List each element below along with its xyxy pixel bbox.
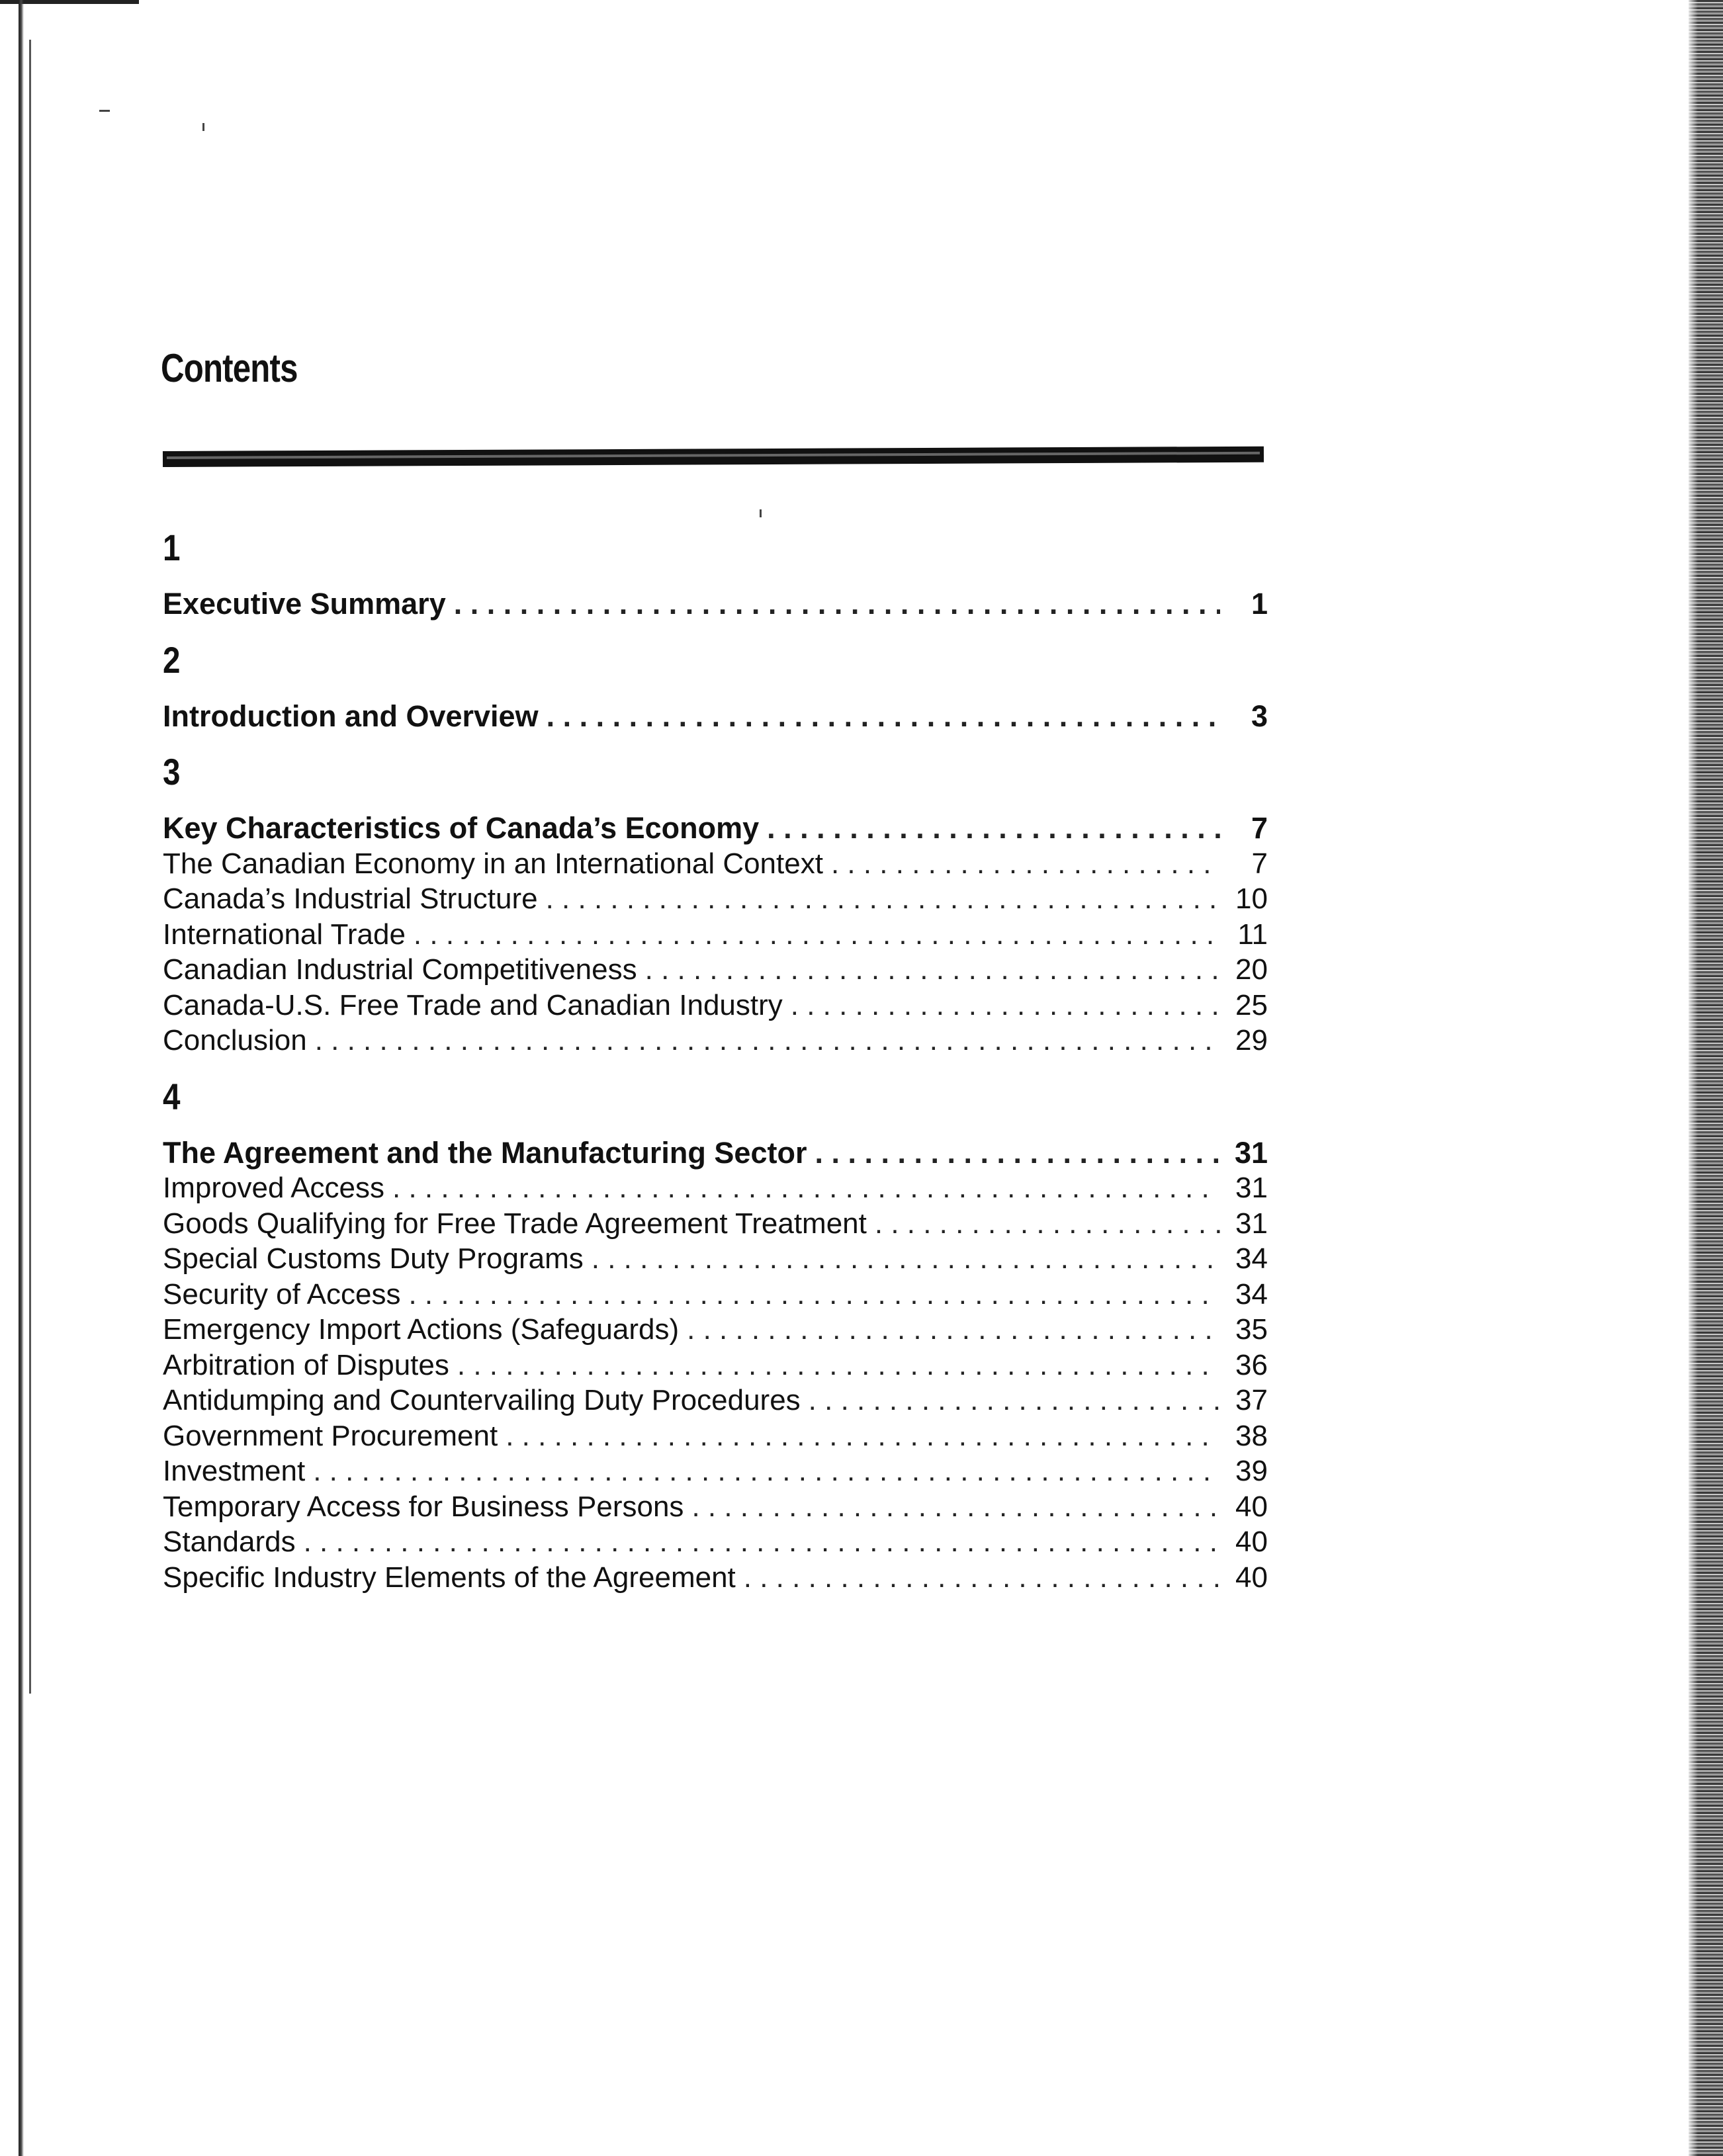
dot-leader — [815, 1135, 1220, 1171]
toc-entry[interactable] — [163, 1560, 1268, 1596]
scan-edge-left — [19, 0, 24, 2156]
toc-entry-page-number: 35 — [1235, 1313, 1268, 1346]
toc-chapter-entry[interactable] — [163, 1135, 1268, 1171]
toc-entry-label: Standards — [163, 1526, 296, 1558]
toc-entry-page-number: 11 — [1237, 918, 1268, 951]
dot-leader — [546, 881, 1220, 917]
toc-chapter-entry[interactable] — [163, 586, 1268, 622]
toc-entry-page-number: 3 — [1251, 699, 1268, 733]
toc-entry[interactable] — [163, 1524, 1268, 1560]
scan-speck — [202, 123, 204, 131]
toc-entry-page-number: 39 — [1235, 1455, 1268, 1487]
toc-section — [163, 1075, 1268, 1616]
toc-entry-label: Specific Industry Elements of the Agreement — [163, 1561, 736, 1594]
toc-entry-page-number: 31 — [1235, 1172, 1268, 1204]
section-spacer — [163, 622, 1268, 642]
toc-entry-label: Government Procurement — [163, 1419, 498, 1452]
section-number: 4 — [163, 1075, 181, 1117]
dot-leader — [809, 1383, 1220, 1418]
toc-entry-page-number: 10 — [1235, 883, 1268, 915]
toc-entry-label: Introduction and Overview — [163, 699, 539, 733]
toc-entry[interactable] — [163, 1418, 1268, 1454]
scan-speck — [99, 110, 110, 112]
toc-entry-page-number: 37 — [1235, 1384, 1268, 1416]
scan-speck — [760, 509, 762, 517]
toc-entry-label: Arbitration of Disputes — [163, 1348, 449, 1381]
toc-entry[interactable] — [163, 952, 1268, 988]
dot-leader — [831, 846, 1220, 882]
toc-entry-label: Antidumping and Countervailing Duty Procedures — [163, 1384, 801, 1416]
toc-entry[interactable] — [163, 846, 1268, 882]
dot-leader — [392, 1170, 1220, 1206]
toc-entry[interactable] — [163, 1348, 1268, 1383]
toc-entry-page-number: 38 — [1235, 1419, 1268, 1452]
toc-entry-label: Temporary Access for Business Persons — [163, 1490, 684, 1523]
dot-leader — [791, 988, 1220, 1023]
toc-entry[interactable] — [163, 1312, 1268, 1348]
toc-entry-page-number: 20 — [1235, 953, 1268, 986]
toc-entry[interactable] — [163, 1023, 1268, 1058]
toc-chapter-entry[interactable] — [163, 699, 1268, 734]
toc-entry-label: Investment — [163, 1455, 306, 1487]
dot-leader — [315, 1023, 1220, 1058]
section-number: 1 — [163, 527, 181, 568]
toc-entry[interactable] — [163, 988, 1268, 1023]
section-spacer — [163, 1595, 1268, 1615]
toc-section — [163, 638, 1268, 754]
section-spacer — [163, 1058, 1268, 1078]
toc-entry-page-number: 31 — [1234, 1135, 1268, 1170]
toc-entry-page-number: 29 — [1235, 1024, 1268, 1056]
toc-entry-page-number: 36 — [1235, 1348, 1268, 1381]
toc-entry-page-number: 34 — [1235, 1277, 1268, 1311]
toc-entry-label: International Trade — [163, 918, 406, 951]
section-number: 3 — [163, 751, 181, 793]
toc-entry-label: The Agreement and the Manufacturing Sector — [163, 1135, 807, 1170]
toc-section — [163, 751, 1268, 1078]
toc-entry-label: Canadian Industrial Competitiveness — [163, 953, 637, 986]
toc-entry[interactable] — [163, 1383, 1268, 1418]
dot-leader — [408, 1277, 1220, 1313]
toc-entry-label: Canada-U.S. Free Trade and Canadian Industry — [163, 988, 783, 1021]
toc-entry-page-number: 7 — [1251, 811, 1268, 845]
toc-entry[interactable] — [163, 1206, 1268, 1242]
toc-entry[interactable] — [163, 1489, 1268, 1525]
toc-section — [163, 529, 1268, 642]
dot-leader — [767, 810, 1220, 846]
table-of-contents — [163, 529, 1268, 1615]
toc-entry-page-number: 25 — [1235, 988, 1268, 1021]
scan-edge-left-line — [29, 40, 31, 1694]
toc-entry[interactable] — [163, 881, 1268, 917]
toc-entry-page-number: 31 — [1235, 1207, 1268, 1240]
toc-entry-page-number: 34 — [1235, 1242, 1268, 1275]
toc-entry-page-number: 7 — [1251, 847, 1268, 880]
page-title: Contents — [161, 346, 298, 390]
title-rule — [163, 447, 1264, 467]
dot-leader — [547, 699, 1220, 734]
dot-leader — [875, 1206, 1220, 1242]
dot-leader — [645, 952, 1220, 988]
toc-entry[interactable] — [163, 917, 1268, 953]
dot-leader — [313, 1453, 1220, 1489]
dot-leader — [414, 917, 1220, 953]
section-spacer — [163, 734, 1268, 754]
dot-leader — [744, 1560, 1220, 1596]
toc-entry-page-number: 40 — [1235, 1526, 1268, 1558]
dot-leader — [592, 1241, 1220, 1277]
section-number: 2 — [163, 638, 181, 681]
dot-leader — [304, 1524, 1220, 1560]
toc-entry-label: Special Customs Duty Programs — [163, 1242, 584, 1275]
toc-entry-label: Conclusion — [163, 1024, 307, 1056]
toc-entry-label: The Canadian Economy in an International Context — [163, 847, 823, 880]
toc-entry-page-number: 40 — [1235, 1561, 1268, 1594]
toc-entry[interactable] — [163, 1453, 1268, 1489]
toc-entry-page-number: 1 — [1251, 587, 1268, 621]
toc-entry-label: Goods Qualifying for Free Trade Agreement Treatment — [163, 1207, 867, 1240]
toc-entry-page-number: 40 — [1235, 1490, 1268, 1523]
toc-entry[interactable] — [163, 1277, 1268, 1313]
toc-entry-label: Canada’s Industrial Structure — [163, 883, 538, 915]
toc-entry-label: Executive Summary — [163, 587, 446, 621]
dot-leader — [691, 1489, 1220, 1525]
toc-entry-label: Security of Access — [163, 1277, 401, 1311]
toc-entry-label: Emergency Import Actions (Safeguards) — [163, 1313, 680, 1346]
toc-entry-label: Key Characteristics of Canada’s Economy — [163, 811, 760, 845]
toc-entry[interactable] — [163, 1241, 1268, 1277]
dot-leader — [454, 586, 1220, 622]
scan-edge-right — [1689, 0, 1723, 2156]
toc-entry-label: Improved Access — [163, 1172, 385, 1204]
dot-leader — [457, 1348, 1220, 1383]
toc-entry[interactable] — [163, 1170, 1268, 1206]
dot-leader — [687, 1312, 1220, 1348]
dot-leader — [506, 1418, 1220, 1454]
toc-chapter-entry[interactable] — [163, 810, 1268, 846]
